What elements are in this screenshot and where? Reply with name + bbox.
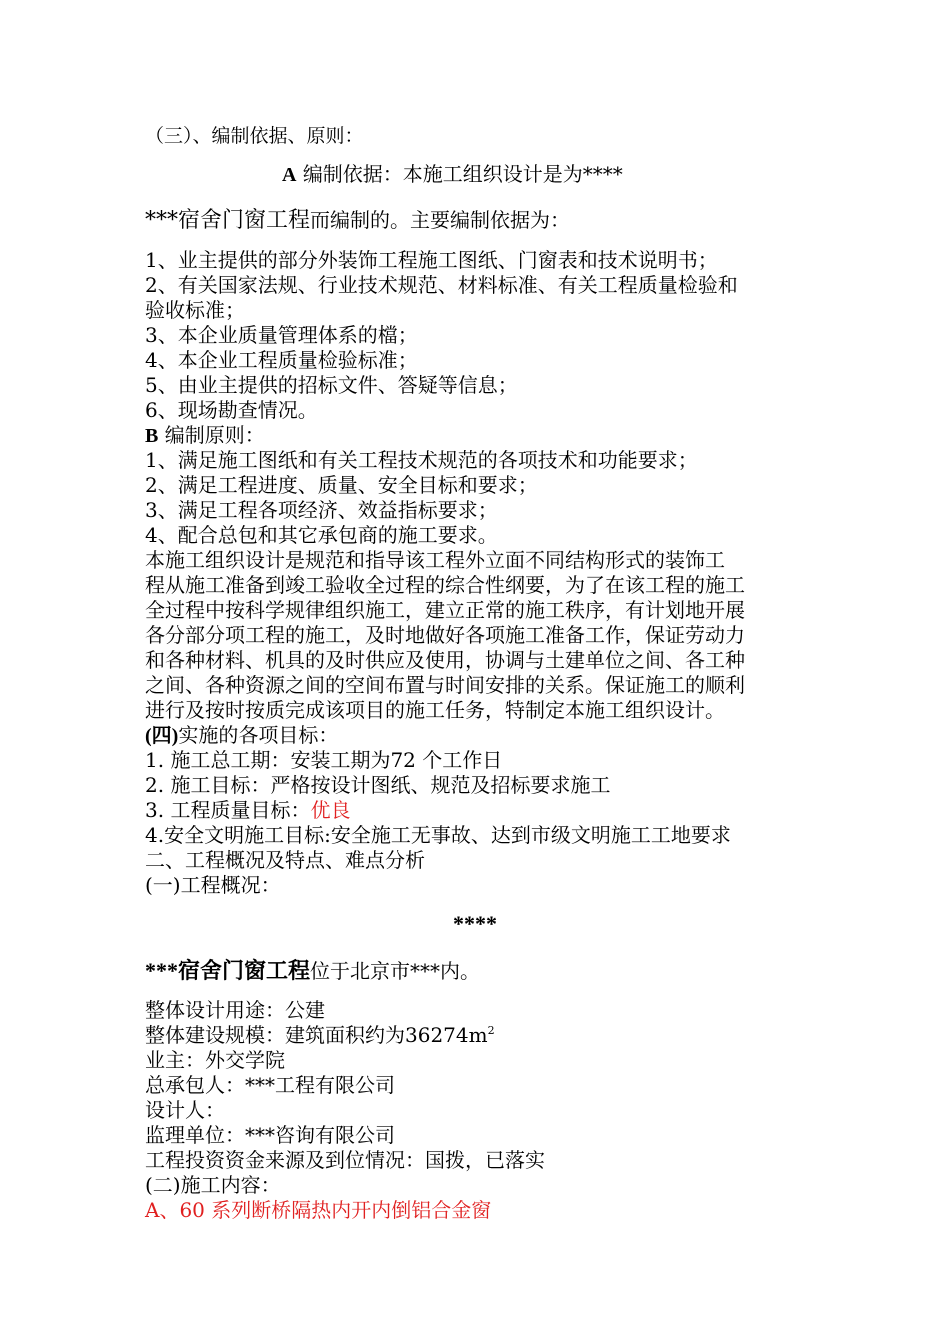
basis-item: 2、有关国家法规、行业技术规范、材料标准、有关工程质量检验和 (145, 273, 738, 297)
overview-center-title: **** (453, 911, 497, 936)
basis-intro (282, 164, 623, 185)
paragraph-line: 和各种材料、机具的及时供应及使用，协调与土建单位之间、各工种 (145, 648, 745, 672)
content-heading: (二)施工内容： (145, 1173, 281, 1197)
basis-item: 1、业主提供的部分外装饰工程施工图纸、门窗表和技术说明书； (145, 248, 718, 272)
basis-item: 5、由业主提供的招标文件、答疑等信息； (145, 373, 518, 397)
paragraph-line: 各分部分项工程的施工，及时地做好各项施工准备工作，保证劳动力 (145, 623, 745, 647)
fact-owner: 业主：外交学院 (145, 1048, 285, 1072)
basis-item: 6、现场勘查情况。 (145, 398, 318, 422)
goal-construction: 2. 施工目标：严格按设计图纸、规范及招标要求施工 (145, 773, 611, 797)
goals-heading (145, 725, 338, 746)
project-location: 位于北京市***内。 (310, 959, 481, 983)
goal-quality-value: 优良 (310, 798, 351, 822)
fact-supervisor: 监理单位：***咨询有限公司 (145, 1123, 395, 1147)
fact-funding: 工程投资资金来源及到位情况：国拨，已落实 (145, 1148, 545, 1172)
project-name: ***宿舍门窗工程 (145, 208, 311, 233)
principle-item: 2、满足工程进度、质量、安全目标和要求； (145, 473, 538, 497)
paragraph-line: 进行及按时按质完成该项目的施工任务，特制定本施工组织设计。 (145, 698, 725, 722)
basis-prefix: A (282, 164, 297, 186)
overview-subheading: (一)工程概况： (145, 873, 281, 897)
fact-contractor: 总承包人：***工程有限公司 (145, 1073, 395, 1097)
paragraph-line: 程从施工准备到竣工验收全过程的综合性纲要，为了在该工程的施工 (145, 573, 745, 597)
goal-quality (145, 800, 350, 820)
overview-heading: 二、工程概况及特点、难点分析 (145, 848, 425, 872)
principle-item: 4、配合总包和其它承包商的施工要求。 (145, 523, 498, 547)
area-unit-superscript: 2 (487, 1024, 495, 1037)
project-location-line (145, 960, 480, 982)
project-suffix: 而编制的。主要编制依据为： (310, 208, 571, 232)
fact-usage: 整体设计用途：公建 (145, 998, 325, 1022)
basis-item: 验收标准； (145, 298, 245, 322)
paragraph-line: 之间、各种资源之间的空间布置与时间安排的关系。保证施工的顺利 (145, 673, 745, 697)
goal-safety: 4.安全文明施工目标:安全施工无事故、达到市级文明施工工地要求 (145, 823, 731, 847)
content-item: A、60 系列断桥隔热内开内倒铝合金窗 (145, 1198, 492, 1222)
principle-item: 1、满足施工图纸和有关工程技术规范的各项技术和功能要求； (145, 448, 698, 472)
basis-item: 4、本企业工程质量检验标准； (145, 348, 418, 372)
principle-prefix: B (145, 425, 159, 447)
basis-intro-text: 编制依据：本施工组织设计是为**** (302, 162, 623, 186)
paragraph-line: 全过程中按科学规律组织施工，建立正常的施工秩序，有计划地开展 (145, 598, 745, 622)
fact-scale (145, 1025, 495, 1045)
section-heading-basis: （三）、编制依据、原则： (145, 125, 364, 147)
principle-item: 3、满足工程各项经济、效益指标要求； (145, 498, 498, 522)
principle-heading-text: 编制原则： (164, 423, 265, 447)
overview-project-name: ***宿舍门窗工程 (145, 958, 311, 983)
paragraph-line: 本施工组织设计是规范和指导该工程外立面不同结构形式的装饰工 (145, 548, 725, 572)
principle-heading (145, 425, 265, 446)
goals-heading-text: 实施的各项目标： (178, 723, 339, 747)
fact-designer: 设计人： (145, 1098, 225, 1122)
project-intro-line (145, 210, 570, 232)
goal-quality-label: 3. 工程质量目标： (145, 798, 311, 822)
goals-heading-prefix: (四) (145, 725, 179, 747)
fact-scale-text: 整体建设规模：建筑面积约为36274m (145, 1023, 488, 1047)
goal-duration: 1. 施工总工期：安装工期为72 个工作日 (145, 748, 503, 772)
basis-item: 3、本企业质量管理体系的檔； (145, 323, 418, 347)
